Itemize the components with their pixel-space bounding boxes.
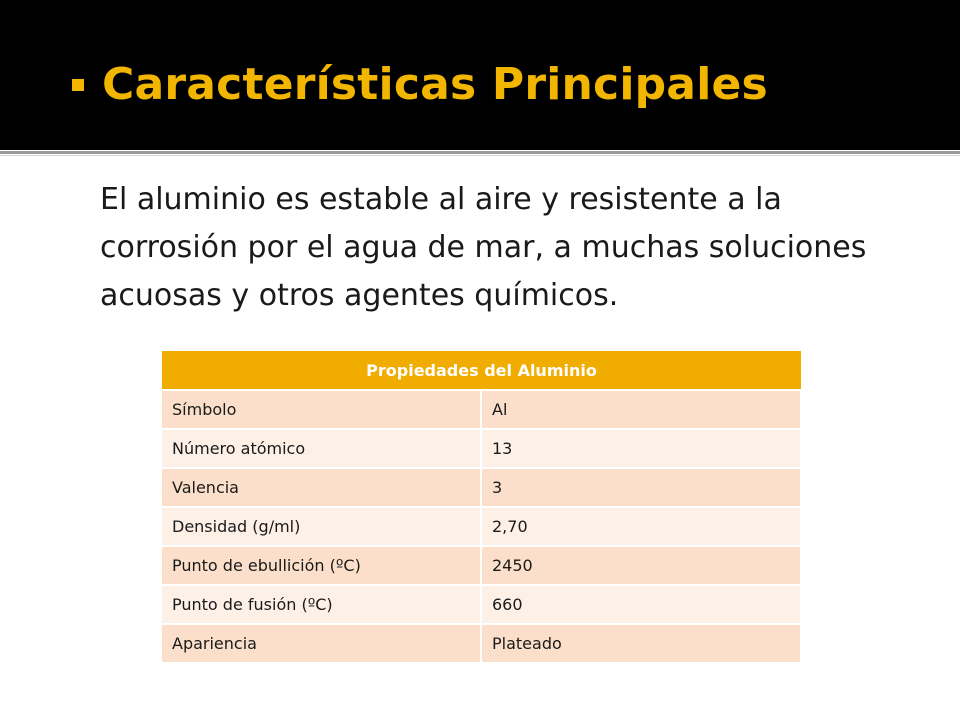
- table-row: [162, 468, 801, 507]
- table-header: Propiedades del Aluminio: [162, 351, 801, 390]
- table-row: [162, 507, 801, 546]
- table-row: [162, 585, 801, 624]
- property-cell: Punto de ebullición (ºC): [162, 546, 481, 585]
- table-row: [162, 390, 801, 429]
- divider-line-secondary: [0, 155, 960, 156]
- table-row: [162, 624, 801, 663]
- table-header-row: [162, 351, 801, 390]
- value-cell: 3: [481, 468, 801, 507]
- table-row: [162, 546, 801, 585]
- value-cell: 2450: [481, 546, 801, 585]
- property-cell: Símbolo: [162, 390, 481, 429]
- property-cell: Apariencia: [162, 624, 481, 663]
- square-bullet-icon: [72, 79, 84, 91]
- value-cell: Plateado: [481, 624, 801, 663]
- table-row: [162, 429, 801, 468]
- slide-title: Características Principales: [102, 58, 768, 110]
- value-cell: 660: [481, 585, 801, 624]
- title-row: [72, 52, 768, 116]
- value-cell: 2,70: [481, 507, 801, 546]
- body-paragraph: El aluminio es estable al aire y resistente a la corrosión por el agua de mar, a muchas soluciones acuosas y otros agentes químicos.: [100, 182, 867, 313]
- property-cell: Número atómico: [162, 429, 481, 468]
- value-cell: 13: [481, 429, 801, 468]
- property-cell: Punto de fusión (ºC): [162, 585, 481, 624]
- property-cell: Densidad (g/ml): [162, 507, 481, 546]
- property-cell: Valencia: [162, 468, 481, 507]
- value-cell: Al: [481, 390, 801, 429]
- properties-table: [162, 351, 802, 664]
- divider-line: [0, 151, 960, 154]
